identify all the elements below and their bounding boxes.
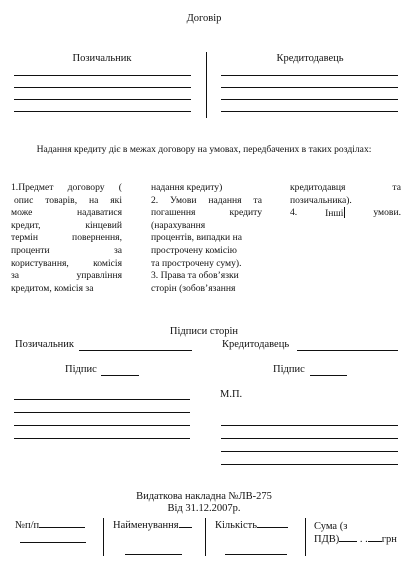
sign-line-left[interactable] [101, 375, 139, 376]
borrower-details-line[interactable] [14, 438, 190, 439]
sign-label-right: Підпис [273, 364, 305, 375]
section-line: (нарахування [151, 219, 206, 231]
borrower-blank-line[interactable] [14, 87, 191, 88]
section-line: користування, комісія [11, 257, 122, 269]
invoice-col-number: №п/п [15, 520, 85, 531]
lender-details-line[interactable] [221, 451, 398, 452]
number-field-line[interactable] [20, 542, 86, 543]
section-line: та прострочену суму). [151, 257, 242, 269]
lender-details-line[interactable] [221, 438, 398, 439]
invoice-col-divider [103, 518, 104, 556]
sections-column-1 [11, 182, 122, 295]
sum-field-whole[interactable] [339, 541, 357, 542]
lender-blank-line[interactable] [221, 87, 398, 88]
section-line: опис товарів, на які [14, 194, 122, 206]
section-line: 3. Права та обов’язки [151, 270, 239, 282]
section-line: прострочену комісію [151, 244, 237, 256]
invoice-col-divider [205, 518, 206, 556]
name-field[interactable] [179, 527, 192, 528]
section-line: кредитом, комісія за [11, 282, 94, 294]
section-line: кредит, кінцевий [11, 219, 122, 231]
invoice-date: Від 31.12.2007р. [167, 503, 241, 514]
section-line: термін повернення, [11, 232, 122, 244]
section-line: може надаватися [11, 207, 122, 219]
signature-lender-label: Кредитодавець [222, 339, 290, 350]
lender-blank-line[interactable] [221, 75, 398, 76]
invoice-col-divider [305, 518, 306, 556]
invoice-title: Видаткова накладна №ЛВ-275 [136, 491, 272, 502]
signature-borrower-label: Позичальник [15, 339, 75, 350]
sections-column-3 [290, 182, 401, 221]
name-field-line[interactable] [125, 554, 182, 555]
borrower-blank-line[interactable] [14, 111, 191, 112]
lender-details-line[interactable] [221, 464, 398, 465]
signatures-title: Підписи сторін [169, 326, 239, 337]
section-line: процентів, випадки на [151, 232, 242, 244]
lender-details-line[interactable] [221, 425, 398, 426]
section-line: 4. Інші умови. [290, 207, 401, 220]
intro-paragraph: Надання кредиту діє в межах договору на умовах, передбачених в таких розділах: [36, 144, 372, 155]
text-cursor [344, 207, 345, 218]
lender-blank-line[interactable] [221, 99, 398, 100]
sign-line-right[interactable] [310, 375, 347, 376]
parties-divider [206, 52, 207, 118]
section-line: погашення кредиту [151, 207, 262, 219]
lender-blank-line[interactable] [221, 111, 398, 112]
invoice-col-sum: Сума (з ПДВ) . . грн [314, 521, 397, 545]
document-title: Договір [186, 13, 222, 24]
borrower-details-line[interactable] [14, 425, 190, 426]
invoice-col-name: Найменування [113, 520, 192, 531]
sections-column-2 [151, 182, 262, 295]
invoice-col-quantity: Кількість [215, 520, 288, 531]
borrower-details-line[interactable] [14, 412, 190, 413]
section-line: кредитодавця та [290, 182, 401, 193]
borrower-heading: Позичальник [72, 53, 132, 64]
borrower-blank-line[interactable] [14, 99, 191, 100]
section-line: сторін (зобов’язання [151, 282, 236, 294]
stamp-label: М.П. [220, 389, 243, 400]
section-line: 2. Умови надання та [151, 194, 262, 206]
section-line: за управління [11, 270, 122, 282]
sum-field-fraction[interactable] [368, 541, 382, 542]
lender-signature-line[interactable] [297, 350, 398, 351]
section-line: позичальника). [290, 194, 352, 206]
number-field[interactable] [39, 527, 85, 528]
quantity-field-line[interactable] [225, 554, 287, 555]
section-line: проценти за [11, 244, 122, 256]
section-line: надання кредиту) [151, 182, 223, 193]
borrower-signature-line[interactable] [79, 350, 192, 351]
lender-heading: Кредитодавець [276, 53, 344, 64]
sign-label-left: Підпис [65, 364, 97, 375]
borrower-blank-line[interactable] [14, 75, 191, 76]
borrower-details-line[interactable] [14, 399, 190, 400]
section-line: 1.Предмет договору ( [11, 182, 122, 193]
quantity-field[interactable] [257, 527, 288, 528]
